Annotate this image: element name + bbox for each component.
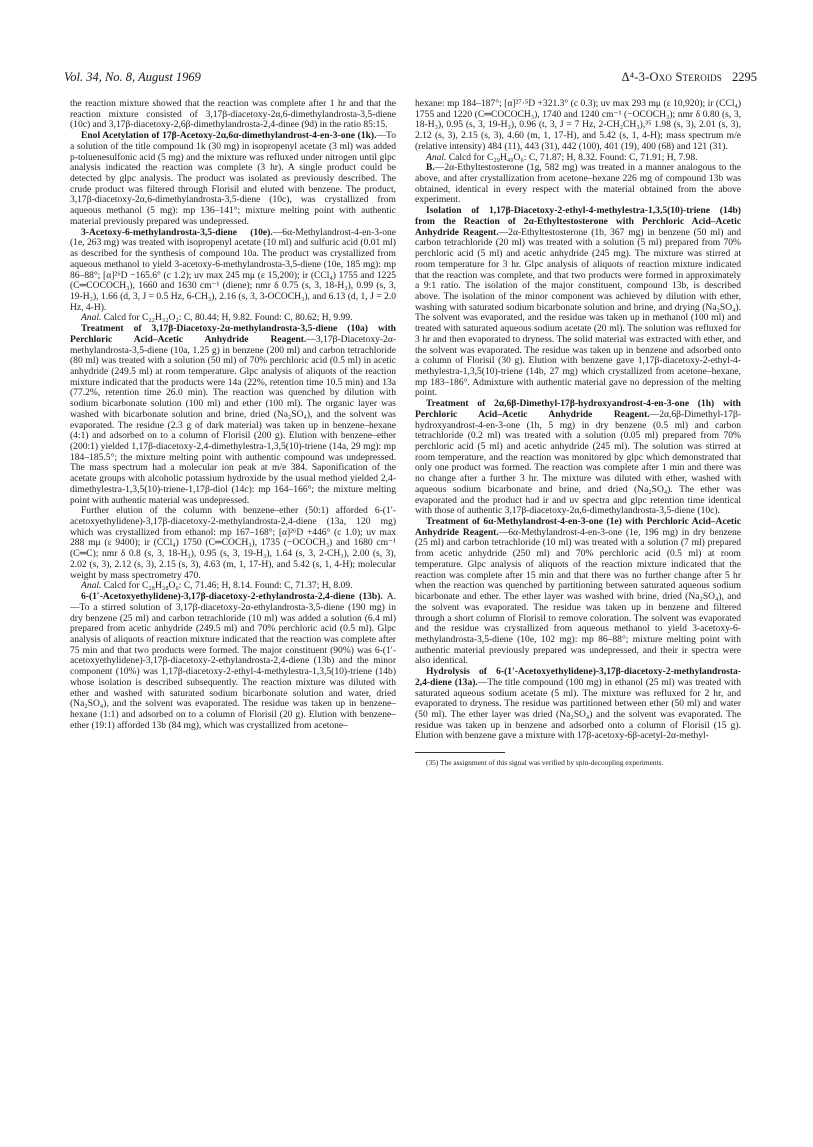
paragraph-heading: Treatment of 2α,6β-Dimethyl-17β-hydroxyandrost-4-en-3-one (1h) with Perchloric Acid–Acetic Anhydride Reagent. [415, 398, 741, 420]
paragraph [70, 506, 396, 581]
paragraph-text: —6α-Methylandrost-4-en-3-one (1e, 263 mg) was treated with isopropenyl acetate (10 ml) and sulfuric acid (0.01 ml) as described for the synthesis of compound 10a. The product was crystallized from aqueous methanol to yield 3-acetoxy-6-methylandrosta-3,5-diene (10e, 185 mg): mp 86–88°; [α]²⁶D −165.6° (c 1.2); uv max 245 mμ (ε 15,200); ir (CCl₄) 1755 and 1225 (C═COCOCH₃), 1660 and 1630 cm⁻¹ (diene); nmr δ 0.75 (s, 3, 18-H₃), 0.99 (s, 3, 19-H₃), 1.66 (d, 3, J = 0.5 Hz, 6-CH₃), 2.16 (s, 3, 3-OCOCH₃), and 6.13 (d, 1, J = 2.0 Hz, 4-H). [70, 226, 396, 313]
paragraph-heading: 3-Acetoxy-6-methylandrosta-3,5-diene (10e). [81, 226, 273, 238]
analysis-label: Anal. [426, 151, 447, 163]
paragraph [415, 517, 741, 667]
paragraph [415, 163, 741, 206]
paragraph-text: Calcd for C₂₈H₃₈O₆: C, 71.46; H, 8.14. Found: C, 71.37; H, 8.09. [101, 580, 353, 592]
paragraph-heading: 6-(1′-Acetoxyethylidene)-3,17β-diacetoxy-2-ethylandrosta-2,4-diene (13b). [81, 591, 383, 603]
paragraph-text: the reaction mixture showed that the reaction was complete after 1 hr and that the reaction mixture consisted of 3,17β-diacetoxy-2α,6-dimethylandrosta-3,5-diene (10c) and 3,17β-diacetoxy-2,6β-dimethylandrosta-2,4-dinee (9d) in the ratio 85:15. [70, 98, 396, 131]
analysis-label: Anal. [81, 580, 102, 592]
paragraph-text: Calcd for C₂₂H₃₂O₂: C, 80.44; H, 9.82. Found: C, 80.62; H, 9.99. [101, 312, 353, 324]
paragraph [415, 399, 741, 517]
paragraph [70, 228, 396, 314]
paragraph-heading: Enol Acetylation of 17β-Acetoxy-2α,6α-dimethylandrost-4-en-3-one (1k). [81, 130, 377, 142]
section-and-page [622, 70, 757, 85]
paragraph-text: —2α-Ethyltestosterone (1g, 582 mg) was treated in a manner analogous to the above, and after crystallization from acetone–hexane 226 mg of compound 13b was obtained, identical in every respect with the material obtained from the above experiment. [415, 162, 741, 206]
paragraph-text: —The title compound (100 mg) in ethanol (25 ml) was treated with saturated aqueous sodium acetate (5 ml). The mixture was refluxed for 2 hr, and evaporated to dryness. The residue was partitioned between ether (50 ml) and water (50 ml). The ether layer was dried (Na₂SO₄) and the solvent was evaporated. The residue was taken up in benzene and adsorbed onto a column of Florisil (15 g). Elution with benzene gave a mixture with 17β-acetoxy-6β-acetyl-2α-methyl- [415, 676, 741, 742]
paragraph-text: hexane: mp 184–187°; [α]²⁷·⁵D +321.3° (c 0.3); uv max 293 mμ (ε 10,920); ir (CCl₄) 1755 and 1220 (C═COCOCH₃), 1740 and 1240 cm⁻¹ (−OCOCH₃); nmr δ 0.80 (s, 3, 18-H₃), 0.95 (s, 3, 19-H₃), 0.96 (t, 3, J = 7 Hz, 2-CH₂CH₃),³⁵ 1.98 (s, 3), 2.01 (s, 3), 2.12 (s, 3), 2.15 (s, 3), 4.60 (m, 1, 17-H), and 5.42 (s, 1, 4-H); mass spectrum m/e (relative intensity) 484 (11), 443 (31), 442 (100), 401 (19), 400 (68) and 121 (31). [415, 98, 741, 152]
section-title: Δ⁴-3-Oxo Steroids [621, 70, 722, 84]
page-number: 2295 [732, 70, 757, 84]
paragraph [70, 131, 396, 227]
footnote: (35) The assignment of this signal was verified by spin-decoupling experiments. [426, 758, 664, 768]
paragraph-text: Further elution of the column with benzene–ether (50:1) afforded 6-(1′-acetoxyethylidene)-3,17β-diacetoxy-2-methylandrosta-2,4-diene (13a, 120 mg) which was crystallized from ethanol: mp 167–168°; [α]²⁶D +446° (c 1.0); uv max 288 mμ (ε 9400); ir (CCl₄) 1750 (C═COCH₃), 1735 (−OCOCH₃) and 1680 cm⁻¹ (C═C); nmr δ 0.8 (s, 3, 18-H₃), 0.95 (s, 3, 19-H₃), 1.64 (s, 3, 2-CH₃), 2.00 (s, 3), 2.02 (s, 3), 2.12 (s, 3), 2.15 (s, 3), 4.63 (m, 1, 17-H), and 5.42 (s, 1, 4-H); molecular weight by mass spectrometry 470. [70, 505, 396, 581]
paragraph-text: A.—To a stirred solution of 3,17β-diacetoxy-2α-ethylandrosta-3,5-diene (190 mg) in dry benzene (25 ml) and carbon tetrachloride (10 ml) was added a solution (6.4 ml) prepared from acetic anhydride (249.5 ml) and 70% perchloric acid (0.5 ml). Glpc analysis of aliquots of reaction mixture indicated that the reaction was complete after 75 min and that two products were formed. The major constituent (90%) was 6-(1′-acetoxyethylidene)-3,17β-diacetoxy-2-ethylandrosta-2,4-diene (13b) and the minor component (10%) was 1,17β-diacetoxy-2-ethyl-4-methylestra-1,3,5(10)-triene (14b) whose isolation is described subsequently. The reaction mixture was diluted with ether and washed with saturated sodium bicarbonate solution and water, dried (Na₂SO₄), and the solvent was evaporated. The residue was taken up in benzene–hexane (1:1) and adsorbed on to a column of Florisil (20 g). Elution with benzene–ether (19:1) afforded 13b (84 mg), which was crystallized from acetone– [70, 591, 396, 731]
paragraph-heading: B. [426, 162, 435, 174]
paragraph-heading: Treatment of 6α-Methylandrost-4-en-3-one (1e) with Perchloric Acid–Acetic Anhydride Reagent. [415, 516, 741, 538]
paragraph-text: Calcd for C₂₉H₄₀O₆: C, 71.87; H, 8.32. Found: C, 71.91; H, 7.98. [446, 151, 698, 163]
analysis-label: Anal. [81, 312, 102, 324]
paragraph-text: —3,17β-Diacetoxy-2α-methylandrosta-3,5-diene (10a, 1.25 g) in benzene (200 ml) and carbon tetrachloride (80 ml) was treated with a solution (50 ml) of 70% perchloric acid (0.5 ml) in acetic anhydride (249.5 ml) at room temperature. Glpc analysis of aliquots of the reaction mixture indicated that the products were 14a (22%, retention time 10.5 min) and 13a (77.2%, retention time 26.0 min). The reaction was quenched by dilution with sodium bicarbonate solution (100 ml) and ether (100 ml). The organic layer was washed with bicarbonate solution and brine, dried (Na₂SO₄), and the solvent was evaporated. The residue (2.3 g of dark material) was taken up in benzene–hexane (4:1) and adsorbed on to a column of Florisil (200 g). Elution with benzene–ether (200:1) yielded 1,17β-diacetoxy-2,4-dimethylestra-1,3,5(10)-triene (14a, 29 mg): mp 184–185.5°; the mixture melting point with authentic compound was undepressed. The mass spectrum had a molecular ion peak at m/e 384. Saponification of the acetate groups with alcoholic potassium hydroxide by the usual method yielded 2,4-dimethylestra-1,3,5(10)-triene-1,17β-diol (14c): mp 164–166°; the mixture melting point with authentic material was undepressed. [70, 333, 396, 506]
paragraph-text: —To a solution of the title compound 1k (30 mg) in isopropenyl acetate (3 ml) was added p-toluenesulfonic acid (5 mg) and the mixture was refluxed under nitrogen until glpc analysis indicated the reaction was complete (3 hr). A single product could be detected by glpc analysis. The product was isolated as previously described. The crude product was filtered through Florisil and eluted with benzene. The product, 3,17β-diacetoxy-2α,6-dimethylandrosta-3,5-diene (10c), was crystallized from aqueous methanol (5 mg): mp 136–141°; mixture melting point with authentic material previously prepared was undepressed. [70, 130, 396, 227]
running-header [64, 70, 757, 90]
left-column [70, 99, 396, 731]
paragraph-text: —2α,6β-Dimethyl-17β-hydroxyandrost-4-en-3-one (1h, 5 mg) in dry benzene (0.5 ml) and carbon tetrachloride (0.2 ml) was treated with a solution (0.05 ml) prepared from 70% perchloric acid (5 ml) and acetic anhydride (245 ml). The solution was stirred at room temperature, and the reaction was monitored by glpc which demonstrated that only one product was formed. The reaction was complete after 1 min and there was no change after a further 3 hr. The mixture was diluted with ether, washed with aqueous sodium bicarbonate and brine, and dried (Na₂SO₄). The ether was evaporated and the product had ir and uv spectra and glpc retention time identical with those of authentic 3,17β-diacetoxy-2α,6-dimethylandrosta-3,5-diene (10c). [415, 408, 741, 517]
paragraph-text: —6α-Methylandrost-4-en-3-one (1e, 196 mg) in dry benzene (25 ml) and carbon tetrachloride (10 ml) was treated with a solution (7 ml) prepared from acetic anhydride (250 ml) and 70% perchloric acid (0.5 ml) at room temperature. Glpc analysis of aliquots of the reaction mixture indicated that the reaction was complete after 15 min and that there was no further change after 5 hr when the reaction was quenched by partitioning between saturated aqueous sodium bicarbonate and ether. The ether layer was washed with brine, dried (Na₂SO₄), and the solvent was evaporated. The residue was taken up in benzene and filtered through a short column of Florisil to remove coloration. The solvent was evaporated and the residue was crystallized from aqueous methanol to yield 3-acetoxy-6-methylandrosta-3,5-diene (10e, 102 mg): mp 86–88°; mixture melting point with authentic material previously prepared was undepressed, and their ir spectra were also identical. [415, 526, 741, 667]
paragraph [415, 667, 741, 742]
right-column [415, 99, 741, 767]
paragraph-heading: Treatment of 3,17β-Diacetoxy-2α-methylandrosta-3,5-diene (10a) with Perchloric Acid–Acetic Anhydride Reagent. [70, 323, 396, 345]
paragraph-text: —2α-Ethyltestosterone (1b, 367 mg) in benzene (50 ml) and carbon tetrachloride (20 ml) was treated with a solution (5 ml) prepared from 70% perchloric acid (5 ml) and acetic anhydride (245 mg). The mixture was stirred at room temperature for 3 hr. Glpc analysis of aliquots of reaction mixture indicated that the reaction was complete, and that two products were formed in approximately a 9:1 ratio. The isolation of the major constituent, compound 13b, is described above. The isolation of the minor component was achieved by dilution with ether, washing with saturated sodium bicarbonate solution and brine, and drying (Na₂SO₄). The solvent was evaporated, and the residue was taken up in methanol (100 ml) and treated with saturated aqueous sodium acetate (20 ml). The solution was refluxed for 3 hr and then evaporated to dryness. The solid material was extracted with ether, and the solvent was evaporated. The residue was taken up in benzene and adsorbed onto a column of Florisil (30 g). Elution with benzene gave 1,17β-diacetoxy-2-ethyl-4-methylestra-1,3,5(10)-triene (14b, 27 mg) which crystallized from acetone–hexane, mp 183–186°. Admixture with authentic material gave no depression of the melting point. [415, 226, 742, 399]
journal-citation: Vol. 34, No. 8, August 1969 [64, 70, 201, 84]
paragraph [415, 99, 741, 153]
paragraph [70, 324, 396, 506]
paragraph-heading: Isolation of 1,17β-Diacetoxy-2-ethyl-4-methylestra-1,3,5(10)-triene (14b) from the Reaction of 2α-Ethyltestosterone with Perchloric Acid–Acetic Anhydride Reagent. [415, 205, 741, 238]
footnote-divider [415, 752, 505, 753]
paragraph [70, 99, 396, 131]
paragraph [415, 206, 741, 399]
paragraph-heading: Hydrolysis of 6-(1′-Acetoxyethylidene)-3,17β-diacetoxy-2-methylandrosta-2,4-diene (13a). [415, 666, 741, 688]
paragraph [70, 592, 396, 731]
